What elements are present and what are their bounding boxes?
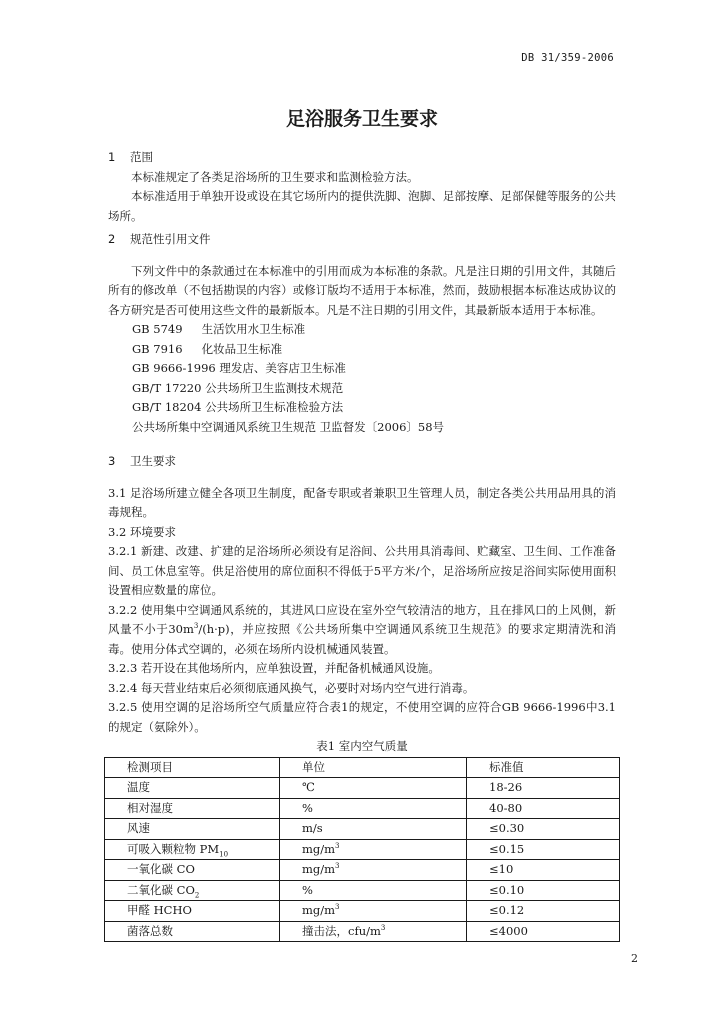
reference-code: GB 9666-1996 xyxy=(132,361,216,375)
page-number: 2 xyxy=(631,952,638,965)
reference-item xyxy=(132,379,616,399)
reference-name: 公共场所卫生标准检验方法 xyxy=(205,400,344,414)
section-title: 卫生要求 xyxy=(130,454,176,468)
table-header-row xyxy=(105,757,620,778)
table-caption: 表1 室内空气质量 xyxy=(316,739,408,753)
section-heading xyxy=(108,148,616,168)
table-cell-unit xyxy=(280,901,467,922)
reference-code: GB/T 17220 xyxy=(132,380,202,395)
reference-item: 公共场所集中空调通风系统卫生规范 卫监督发〔2006〕58号 xyxy=(132,419,445,434)
reference-name: 化妆品卫生标准 xyxy=(201,341,283,356)
unit-text: mg/m xyxy=(302,903,336,917)
table-row xyxy=(105,901,620,922)
section-heading xyxy=(108,452,616,472)
unit-text: mg/m xyxy=(302,862,336,876)
subscript: 2 xyxy=(194,890,200,899)
section-title: 范围 xyxy=(130,150,153,164)
table-cell-item: 温度 xyxy=(105,778,280,799)
reference-code: GB/T 18204 xyxy=(132,400,202,414)
reference-item xyxy=(132,398,616,418)
reference-item xyxy=(132,340,616,360)
section-title: 规范性引用文件 xyxy=(130,232,211,246)
table-cell-value: 40-80 xyxy=(467,798,620,819)
table-cell-unit xyxy=(280,921,467,942)
section-normative-references xyxy=(108,230,616,437)
superscript: 3 xyxy=(193,622,199,631)
table-header-cell: 检测项目 xyxy=(105,757,280,778)
reference-name: 理发店、美容店卫生标准 xyxy=(219,361,346,375)
table-row xyxy=(105,778,620,799)
superscript: 3 xyxy=(380,923,386,932)
table-header-cell: 标准值 xyxy=(467,757,620,778)
table-cell-item xyxy=(105,839,280,860)
document-title: 足浴服务卫生要求 xyxy=(285,108,438,130)
table-row xyxy=(105,860,620,881)
table-row xyxy=(105,819,620,840)
table-cell-unit xyxy=(280,860,467,881)
item-text: 可吸入颗粒物 PM xyxy=(127,841,220,856)
section-scope xyxy=(108,148,616,226)
table-cell-value: ≤4000 xyxy=(467,921,620,942)
table-cell-value: ≤0.12 xyxy=(467,901,620,922)
table-cell-unit: % xyxy=(280,880,467,901)
section-number: 1 xyxy=(108,150,116,164)
unit-text: mg/m xyxy=(302,841,336,856)
paragraph: 下列文件中的条款通过在本标准中的引用而成为本标准的条款。凡是注日期的引用文件，其随后所有的修改单（不包括勘误的内容）或修订版均不适用于本标准，然而，鼓励根据本标准达成协议的各方研究是否可使用这些文件的最新版本。凡是不注日期的引用文件，其最新版本适用于本标准。 xyxy=(108,263,616,317)
clause-3-2-1: 3.2.1 新建、改建、扩建的足浴场所必须设有足浴间、公共用具消毒间、贮藏室、卫生间、工作准备间、员工休息室等。供足浴使用的席位面积不得低于5平方米/个，足浴场所应按足浴间实际使用面积设置相应数量的席位。 xyxy=(108,544,616,597)
clause-3-2-4: 3.2.4 每天营业结束后必须彻底通风换气，必要时对场内空气进行消毒。 xyxy=(108,680,475,695)
table-cell-item: 相对湿度 xyxy=(105,798,280,819)
clause-text: /(h·p)，并应按照《公共场所集中空调通风系统卫生规范》的要求定期清洗和消毒。使用分体式空调的，必须在场所内设机械通风装置。 xyxy=(108,622,616,656)
table-cell-unit: m/s xyxy=(280,819,467,840)
reference-name: 公共场所卫生监测技术规范 xyxy=(205,380,344,395)
table-row xyxy=(105,921,620,942)
clause-3-2-2 xyxy=(108,601,616,660)
superscript: 3 xyxy=(335,841,340,850)
table-cell-item: 甲醛 HCHO xyxy=(105,901,280,922)
reference-item xyxy=(132,320,616,340)
table-cell-unit: ℃ xyxy=(280,778,467,799)
table-row xyxy=(105,839,620,860)
table-header-cell: 单位 xyxy=(280,757,467,778)
unit-text: 撞击法，cfu/m xyxy=(302,923,381,938)
table-cell-unit xyxy=(280,839,467,860)
section-number: 2 xyxy=(108,232,116,246)
table-row xyxy=(105,798,620,819)
paragraph: 本标准适用于单独开设或设在其它场所内的提供洗脚、泡脚、足部按摩、足部保健等服务的公共场所。 xyxy=(108,189,616,223)
section-heading xyxy=(108,230,616,250)
table-row xyxy=(105,880,620,901)
clause-3-2-5: 3.2.5 使用空调的足浴场所空气质量应符合表1的规定，不使用空调的应符合GB 9666-1996中3.1的规定（氨除外）。 xyxy=(108,700,616,734)
reference-item xyxy=(132,359,616,379)
table-cell-item xyxy=(105,880,280,901)
table-cell-value: ≤10 xyxy=(467,860,620,881)
section-hygiene-requirements xyxy=(108,452,616,942)
table-cell-item: 一氧化碳 CO xyxy=(105,860,280,881)
table-cell-value: ≤0.10 xyxy=(467,880,620,901)
table-cell-value: ≤0.15 xyxy=(467,839,620,860)
clause-text: 3.2.2 使用集中空调通风系统的，其进风口应设在室外空气较清洁的地方，且在排风口的上风侧，新风量不小于30m xyxy=(108,602,616,636)
clause-3-2-3: 3.2.3 若开设在其他场所内，应单独设置，并配备机械通风设施。 xyxy=(108,661,440,675)
clause-3-1: 3.1 足浴场所建立健全各项卫生制度，配备专职或者兼职卫生管理人员，制定各类公共用品用具的消毒规程。 xyxy=(108,485,616,519)
table-cell-item: 菌落总数 xyxy=(105,921,280,942)
table-cell-unit: % xyxy=(280,798,467,819)
reference-name: 生活饮用水卫生标准 xyxy=(201,322,306,336)
table-cell-value: ≤0.30 xyxy=(467,819,620,840)
superscript: 3 xyxy=(335,903,340,912)
document-code: DB 31/359-2006 xyxy=(521,52,614,64)
subscript: 10 xyxy=(219,849,229,858)
paragraph: 本标准规定了各类足浴场所的卫生要求和监测检验方法。 xyxy=(131,169,419,184)
reference-list xyxy=(132,320,616,437)
item-text: 二氧化碳 CO xyxy=(127,882,195,897)
air-quality-table xyxy=(104,757,620,943)
section-number: 3 xyxy=(108,454,116,468)
clause-3-2: 3.2 环境要求 xyxy=(108,524,176,539)
table-cell-item: 风速 xyxy=(105,819,280,840)
table-cell-value: 18-26 xyxy=(467,778,620,799)
reference-code: GB 5749 xyxy=(132,322,183,336)
reference-code: GB 7916 xyxy=(132,341,183,356)
superscript: 3 xyxy=(335,862,340,871)
